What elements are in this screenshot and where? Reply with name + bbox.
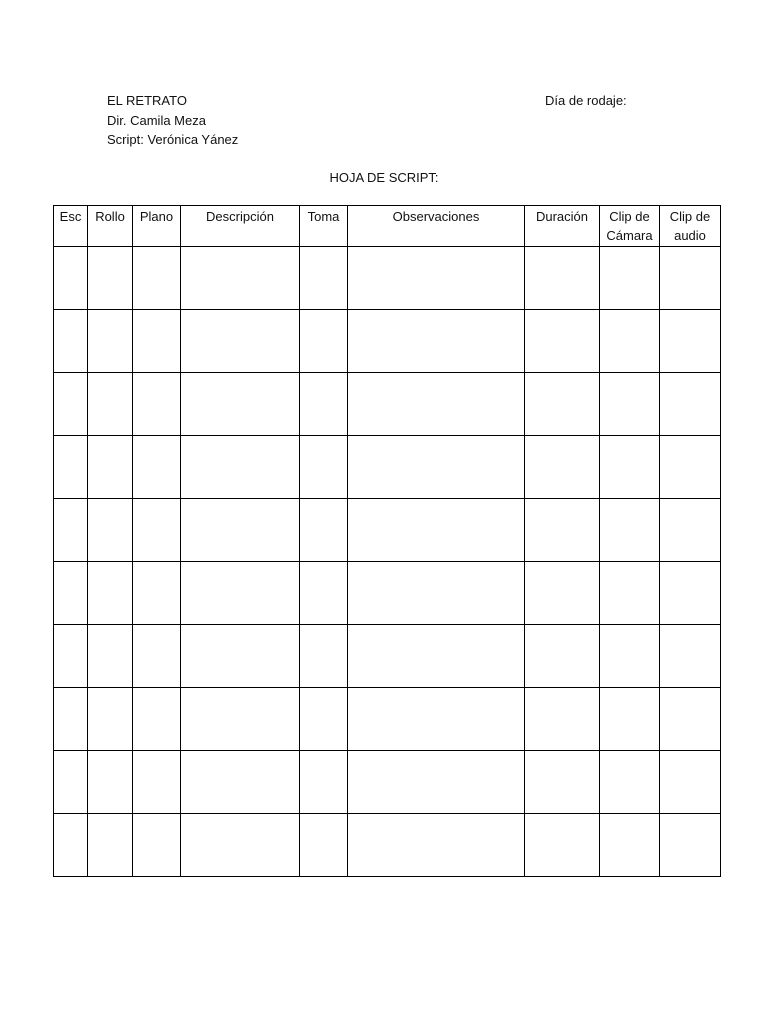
table-cell: [181, 310, 300, 373]
table-row: [54, 373, 721, 436]
production-header: [107, 91, 238, 150]
table-cell: [300, 688, 348, 751]
table-row: [54, 247, 721, 310]
table-cell: [348, 499, 525, 562]
table-cell: [181, 814, 300, 877]
table-cell: [660, 373, 721, 436]
table-cell: [600, 562, 660, 625]
table-cell: [88, 373, 133, 436]
table-row: [54, 436, 721, 499]
table-cell: [660, 751, 721, 814]
table-cell: [181, 688, 300, 751]
table-row: [54, 814, 721, 877]
column-header-descripcion: Descripción: [181, 206, 300, 247]
table-cell: [600, 688, 660, 751]
table-cell: [660, 499, 721, 562]
table-cell: [133, 751, 181, 814]
table-cell: [54, 625, 88, 688]
script-log-table: [53, 205, 721, 877]
column-header-clip-de-camara: [600, 206, 660, 247]
table-cell: [300, 751, 348, 814]
table-cell: [54, 373, 88, 436]
table-cell: [54, 436, 88, 499]
table-cell: [660, 247, 721, 310]
table-cell: [660, 625, 721, 688]
table-cell: [348, 562, 525, 625]
table-cell: [300, 373, 348, 436]
column-header-toma: Toma: [300, 206, 348, 247]
table-cell: [525, 562, 600, 625]
table-cell: [133, 625, 181, 688]
table-cell: [348, 373, 525, 436]
table-cell: [348, 688, 525, 751]
table-cell: [181, 751, 300, 814]
table-cell: [133, 247, 181, 310]
table-cell: [600, 436, 660, 499]
table-cell: [300, 625, 348, 688]
column-header-plano: Plano: [133, 206, 181, 247]
table-row: [54, 499, 721, 562]
table-cell: [133, 688, 181, 751]
table-cell: [88, 247, 133, 310]
table-cell: [181, 373, 300, 436]
column-header-esc: Esc: [54, 206, 88, 247]
table-cell: [525, 499, 600, 562]
table-cell: [300, 814, 348, 877]
table-header-row: [54, 206, 721, 247]
table-cell: [348, 247, 525, 310]
table-cell: [133, 310, 181, 373]
table-cell: [348, 310, 525, 373]
table-cell: [600, 247, 660, 310]
script-credit: Script: Verónica Yánez: [107, 132, 239, 147]
table-cell: [600, 814, 660, 877]
table-cell: [525, 688, 600, 751]
table-cell: [54, 688, 88, 751]
table-cell: [54, 562, 88, 625]
table-cell: [54, 499, 88, 562]
table-cell: [54, 310, 88, 373]
table-row: [54, 688, 721, 751]
table-cell: [300, 310, 348, 373]
table-cell: [88, 499, 133, 562]
director-credit: Dir. Camila Meza: [107, 112, 206, 128]
table-cell: [133, 562, 181, 625]
table-row: [54, 625, 721, 688]
column-header-line: Clip de: [669, 209, 711, 224]
table-cell: [133, 436, 181, 499]
table-cell: [54, 751, 88, 814]
table-cell: [133, 373, 181, 436]
table-cell: [300, 436, 348, 499]
table-cell: [181, 562, 300, 625]
table-cell: [88, 310, 133, 373]
table-cell: [600, 625, 660, 688]
table-cell: [88, 436, 133, 499]
table-cell: [88, 562, 133, 625]
table-cell: [300, 499, 348, 562]
sheet-title: HOJA DE SCRIPT:: [329, 170, 439, 185]
table-cell: [54, 814, 88, 877]
column-header-rollo: Rollo: [88, 206, 133, 247]
table-cell: [600, 310, 660, 373]
table-cell: [300, 562, 348, 625]
table-row: [54, 310, 721, 373]
table-cell: [348, 625, 525, 688]
table-cell: [133, 814, 181, 877]
table-cell: [525, 751, 600, 814]
table-cell: [133, 499, 181, 562]
production-title: EL RETRATO: [107, 93, 187, 108]
table-cell: [600, 499, 660, 562]
table-cell: [181, 436, 300, 499]
table-cell: [660, 814, 721, 877]
table-cell: [181, 499, 300, 562]
table-cell: [600, 751, 660, 814]
table-cell: [348, 436, 525, 499]
table-row: [54, 751, 721, 814]
column-header-duracion: Duración: [525, 206, 600, 247]
column-header-line: Clip de: [609, 209, 650, 224]
table-cell: [525, 436, 600, 499]
table-cell: [525, 310, 600, 373]
table-cell: [300, 247, 348, 310]
table-body: [54, 247, 721, 877]
table-cell: [348, 814, 525, 877]
table-cell: [88, 688, 133, 751]
table-cell: [525, 814, 600, 877]
table-cell: [88, 751, 133, 814]
table-cell: [660, 436, 721, 499]
table-cell: [660, 310, 721, 373]
table-cell: [525, 247, 600, 310]
table-cell: [660, 688, 721, 751]
table-cell: [181, 247, 300, 310]
column-header-line: audio: [674, 228, 706, 243]
table-cell: [348, 751, 525, 814]
table-cell: [181, 625, 300, 688]
table-cell: [54, 247, 88, 310]
table-cell: [525, 373, 600, 436]
table-cell: [660, 562, 721, 625]
table-cell: [600, 373, 660, 436]
column-header-clip-de-audio: [660, 206, 721, 247]
table-cell: [88, 814, 133, 877]
column-header-observaciones: Observaciones: [348, 206, 525, 247]
table-row: [54, 562, 721, 625]
table-cell: [525, 625, 600, 688]
shoot-day-label: Día de rodaje:: [545, 93, 627, 108]
table-cell: [88, 625, 133, 688]
column-header-line: Cámara: [606, 228, 653, 243]
